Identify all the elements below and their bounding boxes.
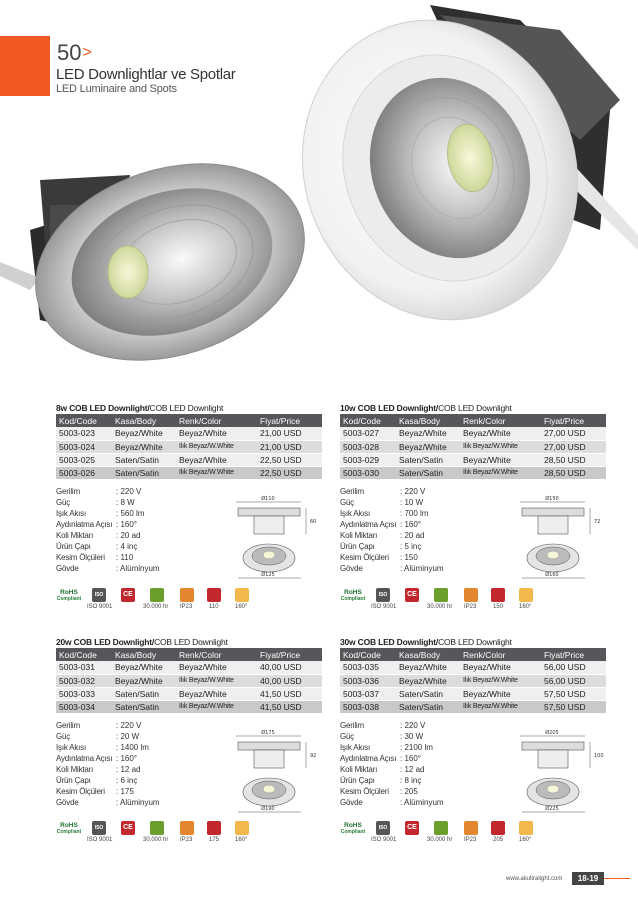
iso-label: ISO 9001: [371, 837, 397, 843]
spec-label: Güç: [340, 731, 355, 741]
rohs-icon: RoHS Compliant: [340, 589, 366, 602]
cell-color: Beyaz/White: [176, 687, 257, 700]
spec-value: : 220 V: [400, 720, 426, 730]
cell-body: Beyaz/White: [396, 674, 460, 687]
cell-code: 5003-029: [340, 453, 396, 466]
cell-body: Saten/Satin: [396, 687, 460, 700]
svg-text:Ø205: Ø205: [545, 730, 559, 736]
cell-color: Ilık Beyaz/W.White: [176, 700, 257, 713]
spec-value: : 8 W: [116, 497, 135, 507]
cell-body: Beyaz/White: [396, 440, 460, 453]
cell-price: 56,00 USD: [541, 674, 606, 687]
technical-drawing: [510, 726, 615, 821]
ip-label: IP23: [464, 837, 477, 843]
svg-text:Ø150: Ø150: [545, 496, 559, 502]
table-row: [340, 453, 606, 466]
table-row: [340, 674, 606, 687]
cell-color: Ilık Beyaz/W.White: [460, 674, 541, 687]
svg-text:92: 92: [310, 753, 317, 759]
cell-code: 5003-031: [56, 661, 112, 674]
table-row: [56, 700, 322, 713]
ip-drop-icon: [464, 588, 478, 602]
cell-code: 5003-032: [56, 674, 112, 687]
iso-label: ISO 9001: [371, 604, 397, 610]
cell-price: 22,50 USD: [257, 466, 322, 479]
spec-value: : 20 ad: [400, 530, 425, 540]
spec-value: : Alüminyum: [116, 563, 160, 573]
spec-power: [56, 731, 216, 742]
cell-code: 5003-037: [340, 687, 396, 700]
col-body: Kasa/Body: [112, 414, 176, 427]
product-title-rest: COB LED Downlight: [438, 637, 512, 647]
col-price: Fiyat/Price: [541, 414, 606, 427]
spec-angle: [56, 519, 216, 530]
cutout-icon: [207, 821, 221, 835]
cell-color: Ilık Beyaz/W.White: [460, 440, 541, 453]
spec-voltage: [56, 486, 216, 497]
spec-value: : 175: [116, 786, 134, 796]
iso-icon: ISO: [92, 588, 106, 602]
spec-angle: [56, 753, 216, 764]
ip-label: IP23: [464, 604, 477, 610]
cell-price: 22,50 USD: [257, 453, 322, 466]
page-range-badge: 18-19: [572, 872, 604, 885]
product-title-bold: 30w COB LED Downlight/: [340, 637, 439, 647]
spec-label: Ürün Çapı: [340, 541, 375, 551]
cell-code: 5003-034: [56, 700, 112, 713]
spec-angle: [340, 753, 500, 764]
table-row: [56, 440, 322, 453]
cell-body: Beyaz/White: [112, 661, 176, 674]
cell-price: 28,50 USD: [541, 466, 606, 479]
spec-value: : 110: [116, 552, 134, 562]
ip-drop-icon: [464, 821, 478, 835]
spec-list: [340, 720, 500, 808]
spec-box_qty: [340, 764, 500, 775]
svg-text:Ø125: Ø125: [261, 572, 275, 578]
cell-color: Beyaz/White: [460, 453, 541, 466]
table-row: [340, 427, 606, 440]
cell-body: Beyaz/White: [112, 427, 176, 440]
cell-color: Ilık Beyaz/W.White: [460, 466, 541, 479]
spec-value: : 700 lm: [400, 508, 429, 518]
col-body: Kasa/Body: [396, 414, 460, 427]
spec-flux: [56, 508, 216, 519]
spec-box_qty: [340, 530, 500, 541]
svg-text:Ø190: Ø190: [261, 806, 275, 812]
spec-power: [340, 731, 500, 742]
spec-label: Gövde: [340, 797, 363, 807]
ce-icon: CE: [121, 821, 135, 835]
spec-body: [56, 797, 216, 808]
hero-section: [0, 0, 638, 395]
spec-voltage: [340, 720, 500, 731]
spec-value: : 160°: [400, 519, 421, 529]
rohs-icon: RoHS Compliant: [56, 589, 82, 602]
cutout-icon: [491, 821, 505, 835]
page-title: LED Downlightlar ve Spotlar: [56, 66, 236, 83]
col-color: Renk/Color: [460, 414, 541, 427]
spec-label: Gövde: [340, 563, 363, 573]
product-title-rest: COB LED Downlight: [149, 403, 224, 413]
spec-label: Aydınlatma Açısı: [56, 753, 113, 763]
cell-code: 5003-026: [56, 466, 112, 479]
cell-code: 5003-024: [56, 440, 112, 453]
spec-value: : 10 W: [400, 497, 424, 507]
cell-body: Saten/Satin: [396, 700, 460, 713]
technical-drawing: [226, 492, 331, 587]
col-price: Fiyat/Price: [257, 648, 322, 661]
price-table: [56, 648, 322, 714]
spec-body: [340, 563, 500, 574]
spec-label: Aydınlatma Açısı: [56, 519, 113, 529]
ip-label: IP23: [180, 837, 193, 843]
table-row: [56, 427, 322, 440]
spec-label: Işık Akısı: [56, 508, 87, 518]
table-row: [56, 674, 322, 687]
spec-label: Koli Miktarı: [340, 530, 378, 540]
cell-body: Saten/Satin: [396, 466, 460, 479]
spec-value: : 160°: [116, 519, 137, 529]
spec-cutout: [340, 552, 500, 563]
spec-label: Işık Akısı: [340, 742, 371, 752]
iso-icon: ISO: [376, 588, 390, 602]
spec-value: : 6 inç: [116, 775, 138, 785]
spec-value: : 150: [400, 552, 418, 562]
cell-body: Beyaz/White: [396, 661, 460, 674]
col-code: Kod/Code: [56, 414, 112, 427]
lifetime-battery-icon: [434, 821, 448, 835]
cell-color: Beyaz/White: [176, 661, 257, 674]
satin-downlight-image: [0, 0, 638, 395]
footer-accent-line: [604, 878, 630, 879]
cell-code: 5003-027: [340, 427, 396, 440]
product-block-4: [340, 636, 606, 843]
table-row: [340, 661, 606, 674]
spec-label: Güç: [56, 731, 71, 741]
svg-text:Ø225: Ø225: [545, 806, 559, 812]
spec-label: Gerilim: [56, 720, 80, 730]
product-title-rest: COB LED Downlight: [154, 637, 228, 647]
cell-color: Ilık Beyaz/W.White: [460, 700, 541, 713]
beam-angle-label: 160°: [519, 837, 532, 843]
spec-label: Aydınlatma Açısı: [340, 753, 397, 763]
cell-code: 5003-038: [340, 700, 396, 713]
cutout-label: 110: [209, 604, 219, 610]
cell-price: 40,00 USD: [257, 674, 322, 687]
spec-label: Koli Miktarı: [56, 764, 94, 774]
product-title-bold: 8w COB LED Downlight/: [56, 403, 150, 413]
rohs-icon: RoHS Compliant: [340, 822, 366, 835]
spec-diameter: [56, 775, 216, 786]
spec-value: : 30 W: [400, 731, 424, 741]
cell-color: Ilık Beyaz/W.White: [176, 674, 257, 687]
footer-url[interactable]: www.akultralight.com: [506, 876, 563, 882]
ip-drop-icon: [180, 588, 194, 602]
cutout-label: 205: [493, 837, 504, 843]
table-row: [56, 661, 322, 674]
price-table: [340, 414, 606, 480]
spec-value: : 220 V: [116, 720, 142, 730]
spec-label: Gövde: [56, 563, 79, 573]
cell-code: 5003-025: [56, 453, 112, 466]
spec-value: : Alüminyum: [400, 797, 444, 807]
spec-value: : 4 inç: [116, 541, 138, 551]
beam-angle-icon: [519, 821, 533, 835]
spec-label: Kesim Ölçüleri: [56, 552, 105, 562]
cell-price: 56,00 USD: [541, 661, 606, 674]
cell-price: 21,00 USD: [257, 427, 322, 440]
feature-icons: [340, 588, 606, 614]
cutout-icon: [207, 588, 221, 602]
iso-icon: ISO: [376, 821, 390, 835]
technical-drawing: [226, 726, 331, 821]
ce-icon: CE: [121, 588, 135, 602]
cell-price: 27,00 USD: [541, 427, 606, 440]
table-row: [56, 687, 322, 700]
product-title: [340, 402, 606, 414]
spec-value: : 220 V: [116, 486, 142, 496]
price-table: [56, 414, 322, 480]
spec-label: Koli Miktarı: [340, 764, 378, 774]
spec-body: [56, 563, 216, 574]
cell-body: Saten/Satin: [112, 687, 176, 700]
spec-voltage: [340, 486, 500, 497]
spec-diameter: [56, 541, 216, 552]
lifetime-label: 30.000 hr: [143, 837, 169, 843]
spec-label: Kesim Ölçüleri: [340, 786, 389, 796]
col-color: Renk/Color: [176, 414, 257, 427]
spec-voltage: [56, 720, 216, 731]
svg-text:Ø110: Ø110: [261, 496, 275, 502]
col-color: Renk/Color: [176, 648, 257, 661]
cell-price: 57,50 USD: [541, 700, 606, 713]
product-block-2: [340, 402, 606, 610]
cell-price: 57,50 USD: [541, 687, 606, 700]
spec-flux: [340, 508, 500, 519]
iso-label: ISO 9001: [87, 837, 113, 843]
spec-list: [340, 486, 500, 574]
cell-body: Saten/Satin: [112, 453, 176, 466]
cell-color: Beyaz/White: [176, 427, 257, 440]
spec-diameter: [340, 775, 500, 786]
spec-label: Kesim Ölçüleri: [340, 552, 389, 562]
cutout-label: 150: [493, 604, 504, 610]
ce-icon: CE: [405, 588, 419, 602]
cell-color: Ilık Beyaz/W.White: [176, 466, 257, 479]
col-code: Kod/Code: [340, 648, 396, 661]
spec-value: : 12 ad: [400, 764, 425, 774]
ip-drop-icon: [180, 821, 194, 835]
cell-body: Beyaz/White: [112, 440, 176, 453]
cell-price: 27,00 USD: [541, 440, 606, 453]
col-code: Kod/Code: [340, 414, 396, 427]
spec-label: Işık Akısı: [56, 742, 87, 752]
spec-list: [56, 486, 216, 574]
col-body: Kasa/Body: [112, 648, 176, 661]
cell-code: 5003-035: [340, 661, 396, 674]
product-block-3: [56, 636, 322, 843]
spec-value: : 20 ad: [116, 530, 141, 540]
spec-value: : 160°: [116, 753, 137, 763]
table-row: [56, 466, 322, 479]
beam-angle-label: 160°: [235, 837, 248, 843]
arrow-icon: >: [82, 44, 92, 61]
spec-label: Aydınlatma Açısı: [340, 519, 397, 529]
feature-icons: [340, 821, 606, 847]
col-body: Kasa/Body: [396, 648, 460, 661]
product-title: [56, 636, 322, 648]
spec-power: [340, 497, 500, 508]
product-title: [340, 636, 606, 648]
spec-value: : 560 lm: [116, 508, 145, 518]
cell-body: Saten/Satin: [112, 466, 176, 479]
cell-color: Beyaz/White: [460, 427, 541, 440]
spec-flux: [340, 742, 500, 753]
cell-color: Beyaz/White: [460, 687, 541, 700]
spec-value: : 8 inç: [400, 775, 422, 785]
lifetime-battery-icon: [434, 588, 448, 602]
spec-label: Güç: [340, 497, 355, 507]
price-table-header: [340, 414, 606, 427]
table-row: [340, 440, 606, 453]
col-color: Renk/Color: [460, 648, 541, 661]
spec-value: : 1400 lm: [116, 742, 149, 752]
cell-code: 5003-036: [340, 674, 396, 687]
lifetime-label: 30.000 hr: [143, 604, 169, 610]
ip-label: IP23: [180, 604, 193, 610]
spec-label: Gerilim: [340, 720, 364, 730]
spec-value: : 20 W: [116, 731, 140, 741]
spec-label: Ürün Çapı: [340, 775, 375, 785]
iso-icon: ISO: [92, 821, 106, 835]
spec-cutout: [56, 786, 216, 797]
lifetime-battery-icon: [150, 588, 164, 602]
beam-angle-icon: [235, 821, 249, 835]
spec-body: [340, 797, 500, 808]
svg-text:Ø175: Ø175: [261, 730, 275, 736]
col-price: Fiyat/Price: [541, 648, 606, 661]
page-number: 50>: [57, 40, 92, 65]
beam-angle-label: 160°: [235, 604, 248, 610]
spec-list: [56, 720, 216, 808]
spec-cutout: [56, 552, 216, 563]
spec-value: : 160°: [400, 753, 421, 763]
beam-angle-label: 160°: [519, 604, 532, 610]
cell-color: Beyaz/White: [176, 453, 257, 466]
cell-code: 5003-030: [340, 466, 396, 479]
cell-color: Beyaz/White: [460, 661, 541, 674]
cell-body: Beyaz/White: [112, 674, 176, 687]
spec-label: Kesim Ölçüleri: [56, 786, 105, 796]
cutout-label: 175: [209, 837, 220, 843]
page-subtitle: LED Luminaire and Spots: [56, 83, 177, 95]
spec-box_qty: [56, 530, 216, 541]
price-table-header: [340, 648, 606, 661]
rohs-icon: RoHS Compliant: [56, 822, 82, 835]
spec-diameter: [340, 541, 500, 552]
table-row: [340, 466, 606, 479]
lifetime-battery-icon: [150, 821, 164, 835]
spec-box_qty: [56, 764, 216, 775]
col-code: Kod/Code: [56, 648, 112, 661]
svg-text:100: 100: [594, 753, 604, 759]
technical-drawing: [510, 492, 615, 587]
cell-price: 40,00 USD: [257, 661, 322, 674]
cell-price: 41,50 USD: [257, 700, 322, 713]
spec-power: [56, 497, 216, 508]
spec-label: Koli Miktarı: [56, 530, 94, 540]
cell-code: 5003-023: [56, 427, 112, 440]
cell-body: Beyaz/White: [396, 427, 460, 440]
spec-value: : 12 ad: [116, 764, 141, 774]
price-table: [340, 648, 606, 714]
col-price: Fiyat/Price: [257, 414, 322, 427]
price-table-header: [56, 414, 322, 427]
cell-body: Saten/Satin: [112, 700, 176, 713]
cutout-icon: [491, 588, 505, 602]
spec-value: : 2100 lm: [400, 742, 433, 752]
spec-value: : 205: [400, 786, 418, 796]
spec-label: Işık Akısı: [340, 508, 371, 518]
cell-body: Saten/Satin: [396, 453, 460, 466]
feature-icons: [56, 588, 322, 614]
product-title-bold: 20w COB LED Downlight/: [56, 637, 155, 647]
product-block-1: [56, 402, 322, 610]
product-title: [56, 402, 322, 414]
lifetime-label: 30.000 hr: [427, 837, 453, 843]
spec-value: : Alüminyum: [116, 797, 160, 807]
iso-label: ISO 9001: [87, 604, 113, 610]
svg-text:Ø160: Ø160: [545, 572, 559, 578]
product-title-rest: COB LED Downlight: [438, 403, 512, 413]
spec-value: : 5 inç: [400, 541, 422, 551]
table-row: [56, 453, 322, 466]
spec-label: Gövde: [56, 797, 79, 807]
price-table-header: [56, 648, 322, 661]
cell-price: 28,50 USD: [541, 453, 606, 466]
spec-label: Ürün Çapı: [56, 541, 91, 551]
spec-value: : 220 V: [400, 486, 426, 496]
beam-angle-icon: [235, 588, 249, 602]
table-row: [340, 700, 606, 713]
cell-code: 5003-033: [56, 687, 112, 700]
spec-cutout: [340, 786, 500, 797]
cell-code: 5003-028: [340, 440, 396, 453]
cell-price: 21,00 USD: [257, 440, 322, 453]
svg-text:60: 60: [310, 519, 317, 525]
spec-flux: [56, 742, 216, 753]
lifetime-label: 30.000 hr: [427, 604, 453, 610]
feature-icons: [56, 821, 322, 847]
spec-label: Ürün Çapı: [56, 775, 91, 785]
product-title-bold: 10w COB LED Downlight/: [340, 403, 439, 413]
cell-color: Ilık Beyaz/W.White: [176, 440, 257, 453]
spec-value: : Alüminyum: [400, 563, 444, 573]
spec-angle: [340, 519, 500, 530]
cell-price: 41,50 USD: [257, 687, 322, 700]
svg-text:72: 72: [594, 519, 601, 525]
spec-label: Güç: [56, 497, 71, 507]
table-row: [340, 687, 606, 700]
spec-label: Gerilim: [56, 486, 80, 496]
spec-label: Gerilim: [340, 486, 364, 496]
beam-angle-icon: [519, 588, 533, 602]
ce-icon: CE: [405, 821, 419, 835]
